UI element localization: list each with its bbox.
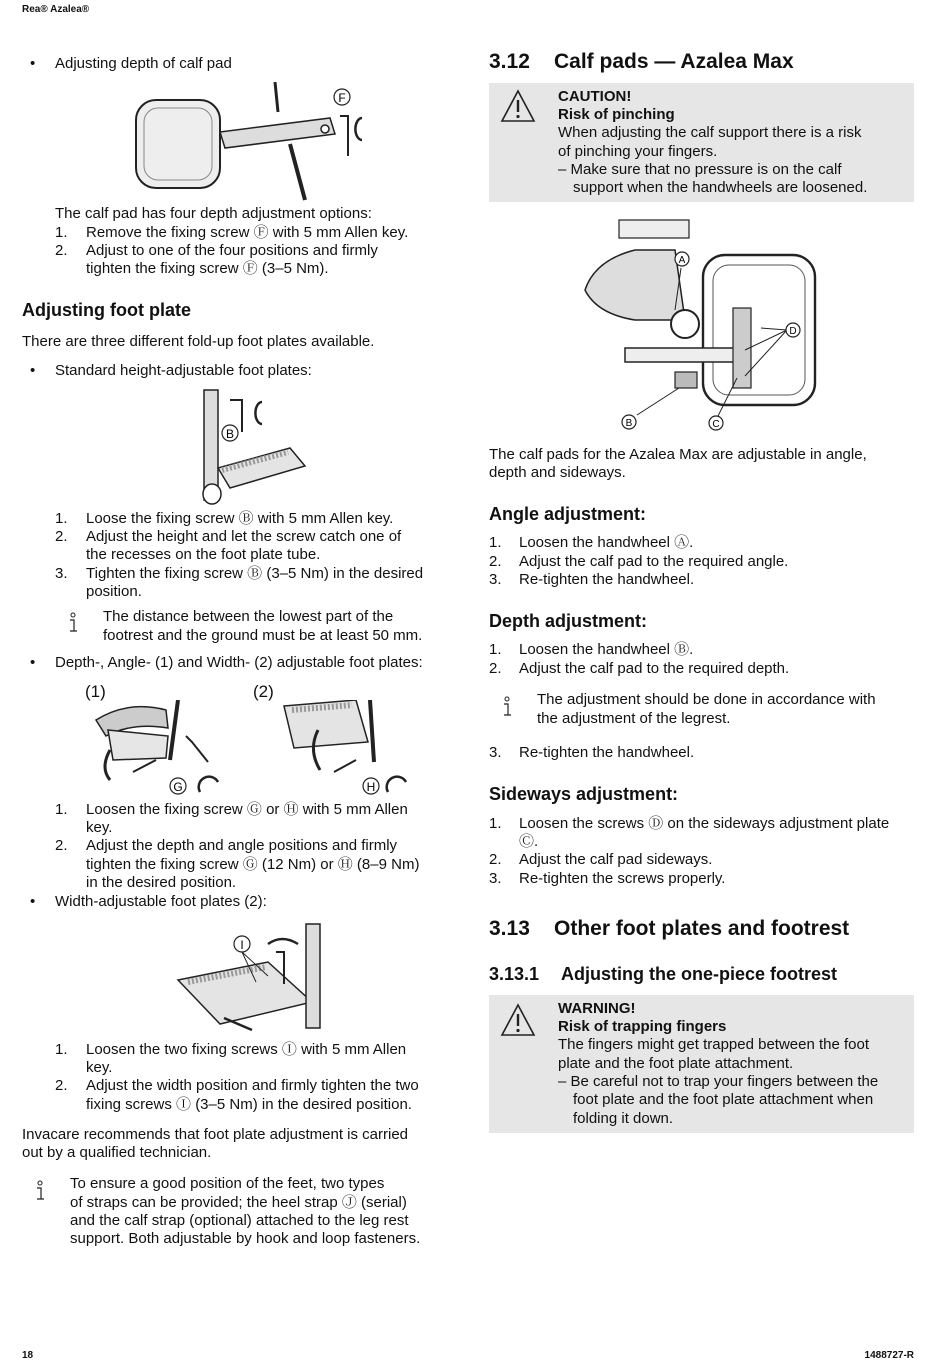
step-text: Adjust the calf pad to the required depth. [519,660,790,677]
step-number: 1. [489,815,502,832]
step-text: Adjust to one of the four positions and firmly [86,242,378,259]
warning-triangle-icon [500,89,536,123]
depth-angle-foot-plate-illustration [88,700,428,798]
figure-label-d: D [789,326,797,337]
page-number: 18 [22,1350,34,1361]
azalea-max-calf-pad-illustration [575,210,825,435]
step-text: Loosen the two fixing screws Ⓘ with 5 mm Allen [86,1041,407,1058]
info-icon [66,612,80,634]
step-number: 2. [489,851,502,868]
bullet: • [30,654,36,671]
step-number: 1. [55,801,68,818]
bullet: • [30,55,36,72]
step-number: 3. [489,571,502,588]
step-number: 2. [55,528,68,545]
step-number: 2. [55,1077,68,1094]
step-text: Remove the fixing screw Ⓕ with 5 mm Allen key. [86,224,409,241]
heading-depth-adjustment: Depth adjustment: [489,611,648,631]
step-number: 2. [55,242,68,259]
step-number: 3. [55,565,68,582]
step-text: the recesses on the foot plate tube. [86,546,321,563]
note-line: footrest and the ground must be at least 50 mm. [103,627,423,644]
figure-label-i: I [240,938,244,952]
recommend-line: out by a qualified technician. [22,1144,212,1161]
foot-intro: There are three different fold-up foot plates available. [22,333,375,350]
step-text: Re-tighten the handwheel. [519,744,695,761]
note-line: The adjustment should be done in accordance with [537,691,876,708]
step-number: 3. [489,744,502,761]
step-number: 2. [489,660,502,677]
figure-label-g: G [173,780,183,794]
warning-line: The fingers might get trapped between the foot [558,1036,870,1053]
step-text: Re-tighten the screws properly. [519,870,726,887]
step-number: 1. [55,224,68,241]
warning-dash: folding it down. [573,1110,674,1127]
figure-label-f: F [338,91,346,105]
calf-pad-depth-illustration [130,82,370,202]
step-number: 1. [489,534,502,551]
info-icon [33,1180,47,1202]
step-text: position. [86,583,142,600]
step-text: Loose the fixing screw Ⓑ with 5 mm Allen key. [86,510,394,527]
figure-caption-1: (1) [85,682,106,701]
note-line: and the calf strap (optional) attached to the leg rest [70,1212,409,1229]
figure-caption-2: (2) [253,682,274,701]
step-text: Adjust the depth and angle positions and firmly [86,837,398,854]
step-number: 2. [489,553,502,570]
step-text: Adjust the calf pad to the required angle. [519,553,789,570]
step-text: in the desired position. [86,874,237,891]
bullet-width: Width-adjustable foot plates (2): [55,893,267,910]
heading-sideways-adjustment: Sideways adjustment: [489,784,679,804]
figure-label-c: C [712,419,720,430]
note-line: of straps can be provided; the heel strap Ⓙ (serial) [70,1194,407,1211]
note-line: The distance between the lowest part of the [103,608,394,625]
warning-dash: – Be careful not to trap your fingers between the [558,1073,879,1090]
figure-label-h: H [366,780,376,794]
bullet: • [30,893,36,910]
step-text: Re-tighten the handwheel. [519,571,695,588]
bullet-standard: Standard height-adjustable foot plates: [55,362,312,379]
step-text: tighten the fixing screw Ⓖ (12 Nm) or Ⓗ (8–9 Nm) [86,856,420,873]
step-text: Loosen the handwheel Ⓑ. [519,641,694,658]
step-text: Adjust the height and let the screw catch one of [86,528,402,545]
step-text: Adjust the width position and firmly tighten the two [86,1077,419,1094]
warning-subtitle: Risk of trapping fingers [558,1018,727,1035]
recommend-line: Invacare recommends that foot plate adjustment is carried [22,1126,409,1143]
step-text: Loosen the fixing screw Ⓖ or Ⓗ with 5 mm Allen [86,801,408,818]
warning-triangle-icon [500,1003,536,1037]
step-number: 1. [489,641,502,658]
note-line: the adjustment of the legrest. [537,710,731,727]
section-title: Other foot plates and footrest [554,917,850,940]
width-foot-plate-illustration [172,922,332,1038]
step-text: Loosen the handwheel Ⓐ. [519,534,694,551]
warning-title: WARNING! [558,1000,636,1017]
caution-dash: – Make sure that no pressure is on the calf [558,161,842,178]
warning-box [489,995,914,1133]
subsection-title: Adjusting the one-piece footrest [561,964,838,984]
caution-line: When adjusting the calf support there is a risk [558,124,862,141]
section-heading-foot-plate: Adjusting foot plate [22,300,191,320]
step-number: 1. [55,1041,68,1058]
step-number: 3. [489,870,502,887]
step-text: Adjust the calf pad sideways. [519,851,713,868]
figure-label-b: B [625,418,633,429]
caution-line: of pinching your fingers. [558,143,718,160]
caution-box [489,83,914,202]
bullet: • [30,362,36,379]
calf-max-line: The calf pads for the Azalea Max are adjustable in angle, [489,446,867,463]
bullet-depth-angle: Depth-, Angle- (1) and Width- (2) adjustable foot plates: [55,654,423,671]
figure-label-b: B [225,427,235,441]
warning-dash: foot plate and the foot plate attachment when [573,1091,874,1108]
standard-foot-plate-illustration [190,388,310,508]
running-header: Rea® Azalea® [22,4,90,15]
caution-dash: support when the handwheels are loosened. [573,179,868,196]
document-number: 1488727-R [864,1350,914,1361]
step-text: key. [86,1059,113,1076]
heading-angle-adjustment: Angle adjustment: [489,504,647,524]
subsection-number: 3.13.1 [489,964,540,984]
caution-subtitle: Risk of pinching [558,106,675,123]
bullet-calf-depth: Adjusting depth of calf pad [55,55,232,72]
step-text: Tighten the fixing screw Ⓑ (3–5 Nm) in the desired [86,565,424,582]
step-text: tighten the fixing screw Ⓕ (3–5 Nm). [86,260,329,277]
step-text: Ⓒ. [519,833,539,850]
step-number: 1. [55,510,68,527]
caution-title: CAUTION! [558,88,632,105]
note-line: To ensure a good position of the feet, two types [70,1175,385,1192]
step-text: Loosen the screws Ⓓ on the sideways adjustment plate [519,815,890,832]
calf-intro: The calf pad has four depth adjustment options: [55,205,372,222]
calf-max-line: depth and sideways. [489,464,626,481]
info-icon [500,696,514,718]
note-line: support. Both adjustable by hook and loop fasteners. [70,1230,421,1247]
step-text: key. [86,819,113,836]
section-number: 3.12 [489,50,530,73]
section-title: Calf pads — Azalea Max [554,50,794,73]
section-number: 3.13 [489,917,530,940]
step-number: 2. [55,837,68,854]
figure-label-a: A [678,255,686,266]
step-text: fixing screws Ⓘ (3–5 Nm) in the desired position. [86,1096,412,1113]
warning-line: plate and the foot plate attachment. [558,1055,794,1072]
